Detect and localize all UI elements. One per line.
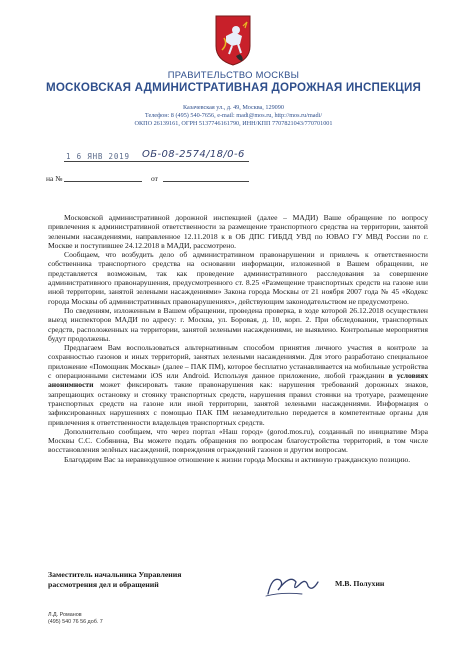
agency-address: Казачевская ул., д. 49, Москва, 129090: [183, 104, 284, 111]
reference-number-line: [64, 181, 142, 182]
signer-title: [48, 570, 182, 590]
reference-number-label: на №: [46, 174, 63, 183]
paragraph-3: По сведениям, изложенным в Вашем обращении, проведена проверка, в ходе которой 26.12.2018 осуществлен выезд инспекторов МАДИ по адресу: г. Москва, ул. Боровая, д. 10, корп. 2. При обследовании, транспортных средств, расположенных на территории, занятой зелеными насаждениями, не выявлено. Контрольные мероприятия будут продолжены.: [48, 305, 428, 343]
signer-title-line-2: рассмотрения дел и обращений: [48, 580, 159, 589]
agency-title: МОСКОВСКАЯ АДМИНИСТРАТИВНАЯ ДОРОЖНАЯ ИНСПЕКЦИЯ: [45, 81, 422, 94]
executor-name: Л.Д. Романов: [48, 612, 82, 618]
paragraph-1: Московской административной дорожной инспекцией (далее – МАДИ) Ваше обращение по вопросу привлечения к административной ответственности за размещение транспортного средства на территории, занятой зелеными насаждениями, направленное 12.11.2018 к в ОБ ДПС ГИБДД УВД по ЮВАО ГУ МВД России по г. Москве и поступившее 24.12.2018 в МАДИ, рассмотрено.: [48, 213, 428, 250]
registration-line: [64, 161, 249, 162]
moscow-coat-of-arms-icon: [214, 14, 252, 66]
registration-date-stamp: 1 6 ЯНВ 2019: [66, 152, 130, 161]
executor-info: [48, 612, 103, 626]
agency-codes: ОКПО 26139161, ОГРН 5137746161790, ИНН/КПП 7707821043/770701001: [134, 120, 333, 127]
letter-body: [48, 213, 428, 464]
paragraph-2: Сообщаем, что возбудить дело об административном правонарушении и привлечь к ответственности собственника транспортного средства на основании информации, изложенной в Вашем обращении, не представляется возможным, так как проведение административного расследования за совершение административного правонарушения, предусмотренного ст. 8.25 «Размещение транспортных средств на газоне или иной территории, занятой зелеными насаждениями» Закона города Москвы от 21 ноября 2007 года № 45 «Кодекс города Москвы об административных правонарушениях», действующим законодательством не предусмотрено.: [48, 250, 428, 306]
paragraph-4: [48, 343, 428, 427]
paragraph-6: Благодарим Вас за неравнодушное отношение к жизни города Москвы и активную гражданскую позицию.: [64, 454, 411, 464]
reference-date-label: от: [151, 174, 158, 183]
signer-title-line-1: Заместитель начальника Управления: [48, 570, 182, 579]
paragraph-5: Дополнительно сообщаем, что через портал «Наш город» (gorod.mos.ru), созданный по инициативе Мэра Москвы С.С. Собянина, Вы можете подать обращения по вопросам благоустройства территорий, в том числе восстановления зелёных насаждений, повреждения ограждений газонов и другим вопросам.: [48, 426, 428, 455]
executor-phone: (495) 540 76 56 доб. 7: [48, 619, 103, 625]
government-title: ПРАВИТЕЛЬСТВО МОСКВЫ: [167, 69, 300, 80]
paragraph-4-text-b: может фиксировать такие правонарушения как: нарушения требований дорожных знаков, запрещающих остановку и стоянку транспортных средств, нарушения правил стоянки на тротуаре, размещение транспортных средств на газоне или иной территории, занятой зелеными насаждениями. Информация о зафиксированных нарушениях с помощью ПАК ПМ незамедлительно передается в компетентные органы для привлечения к ответственности владельцев транспортных средств.: [48, 380, 428, 427]
signer-name: М.В. Полухин: [335, 579, 385, 588]
agency-contacts: Телефон: 8 (495) 540-7656, e-mail: madi@mos.ru, http://mos.ru/madi/: [144, 112, 323, 119]
paragraph-4-text-a: Предлагаем Вам воспользоваться альтернативным способом принятия личного участия в контроле за сохранностью газонов и иных территорий, занятых зелеными насаждениями. Для этого разработано специальное приложение «Помощник Москвы» (далее – ПАК ПМ), которое бесплатно устанавливается на мобильные устройства с операционными системами iOS или Android. Используя данное приложение, любой гражданин: [48, 343, 428, 381]
registration-number: ОБ-08-2574/18/0-6: [142, 149, 245, 160]
handwritten-signature: [262, 570, 322, 602]
reference-date-line: [163, 181, 249, 182]
paragraph-4-bold: в условиях анонимности: [48, 371, 428, 390]
